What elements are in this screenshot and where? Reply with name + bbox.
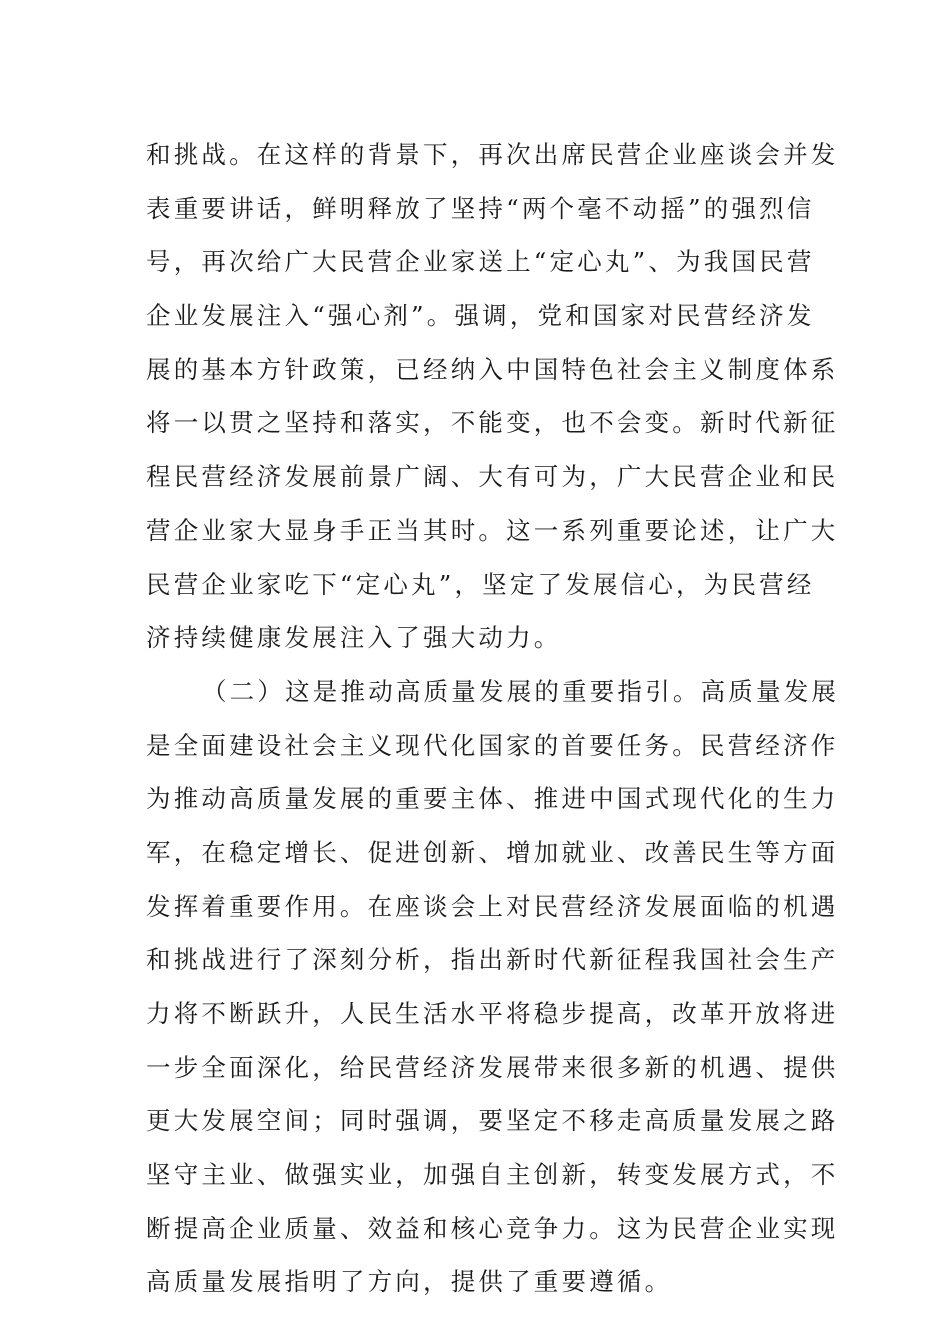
text-line: 企业发展注入“强心剂”。强调，党和国家对民营经济发 xyxy=(146,301,815,331)
text-line: 坚守主业、做强实业，加强自主创新，转变发展方式，不 xyxy=(146,1160,839,1190)
text-line: 程民营经济发展前景广阔、大有可为，广大民营企业和民 xyxy=(146,462,839,492)
text-line: 济持续健康发展注入了强大动力。 xyxy=(146,623,562,653)
text-line: 力将不断跃升，人民生活水平将稳步提高，改革开放将进 xyxy=(146,999,839,1028)
text-line: 和挑战。在这样的背景下，再次出席民营企业座谈会并发 xyxy=(146,140,839,169)
text-line: 一步全面深化，给民营经济发展带来很多新的机遇、提供 xyxy=(146,1052,839,1082)
text-line: 和挑战进行了深刻分析，指出新时代新征程我国社会生产 xyxy=(146,945,839,975)
text-line: 表重要讲话，鲜明释放了坚持“两个毫不动摇”的强烈信 xyxy=(146,193,815,223)
text-line: 高质量发展指明了方向，提供了重要遵循。 xyxy=(146,1267,673,1297)
text-line: 是全面建设社会主义现代化国家的首要任务。民营经济作 xyxy=(146,730,839,760)
section-heading-line: （二）这是推动高质量发展的重要指引。高质量发展 xyxy=(202,676,840,706)
body-text xyxy=(146,128,840,1309)
text-line: 断提高企业质量、效益和核心竞争力。这为民营企业实现 xyxy=(146,1213,839,1243)
text-line: 展的基本方针政策，已经纳入中国特色社会主义制度体系 xyxy=(146,354,839,384)
text-line: 发挥着重要作用。在座谈会上对民营经济发展面临的机遇 xyxy=(146,891,839,921)
text-line: 号，再次给广大民营企业家送上“定心丸”、为我国民营 xyxy=(146,247,815,277)
text-line: 为推动高质量发展的重要主体、推进中国式现代化的生力 xyxy=(146,784,839,814)
text-line: 营企业家大显身手正当其时。这一系列重要论述，让广大 xyxy=(146,515,839,545)
text-line: 民营企业家吃下“定心丸”，坚定了发展信心，为民营经 xyxy=(146,569,815,599)
text-line: 军，在稳定增长、促进创新、增加就业、改善民生等方面 xyxy=(146,837,839,867)
text-line: 将一以贯之坚持和落实，不能变，也不会变。新时代新征 xyxy=(146,408,839,438)
text-line: 更大发展空间；同时强调，要坚定不移走高质量发展之路 xyxy=(146,1106,839,1136)
